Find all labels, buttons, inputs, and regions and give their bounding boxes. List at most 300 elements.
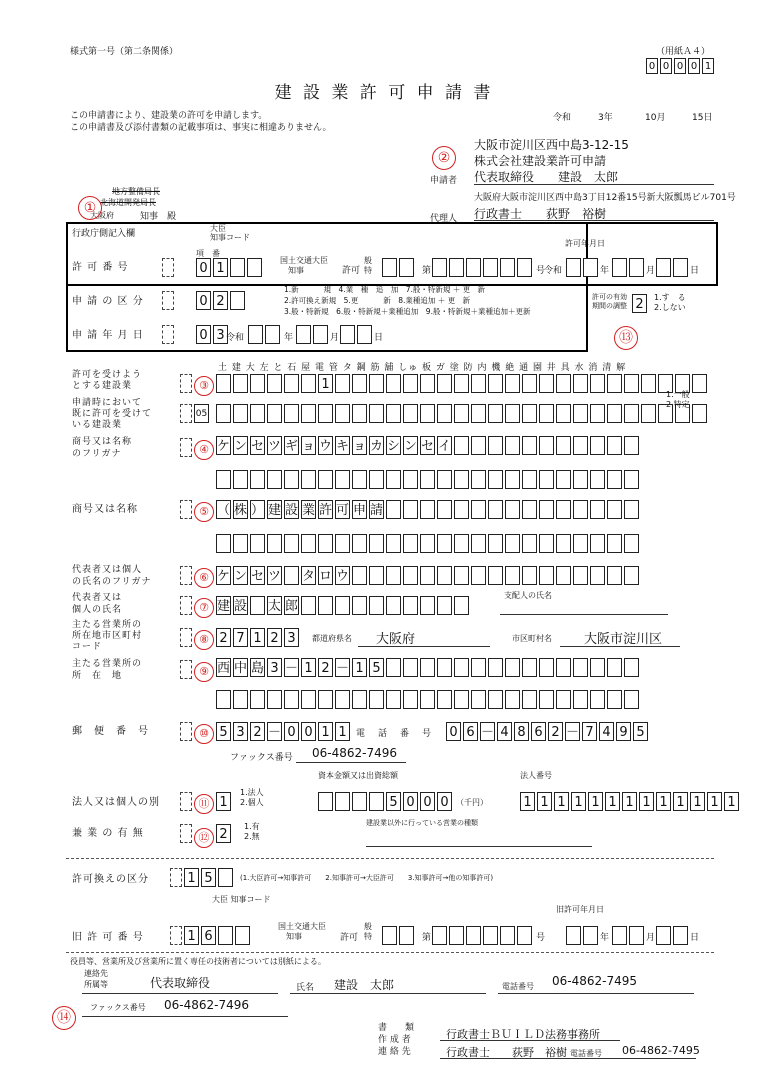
company-name-cell[interactable]: 業 [301, 500, 316, 519]
address-cell[interactable] [250, 690, 265, 709]
company-name-cell[interactable] [522, 534, 537, 553]
city-code-cell[interactable]: 1 [250, 628, 265, 647]
company-name-cell[interactable] [539, 500, 554, 519]
furigana-cell[interactable] [624, 470, 639, 489]
permit-number-cell[interactable] [517, 258, 532, 277]
company-name-cell[interactable] [403, 500, 418, 519]
capital-cell[interactable]: 0 [420, 792, 435, 811]
trade-cell[interactable] [403, 374, 418, 393]
furigana-cell[interactable]: ギ [284, 436, 299, 455]
address-cell[interactable] [624, 658, 639, 677]
trade-cell[interactable] [267, 374, 282, 393]
trade-cell[interactable] [641, 404, 656, 423]
trade-cell[interactable] [437, 404, 452, 423]
furigana-cell[interactable] [607, 436, 622, 455]
rep-kana-cell[interactable] [590, 566, 605, 585]
trade-cell[interactable] [233, 374, 248, 393]
address-cell[interactable]: 島 [250, 658, 265, 677]
postal-cell[interactable]: － [267, 722, 282, 741]
corp-number-cell[interactable]: 1 [605, 792, 620, 811]
company-name-cell[interactable] [522, 500, 537, 519]
address-cell[interactable] [437, 690, 452, 709]
company-name-cell[interactable] [590, 534, 605, 553]
address-cell[interactable] [267, 690, 282, 709]
address-cell[interactable] [505, 690, 520, 709]
furigana-cell[interactable] [556, 470, 571, 489]
trade-cell[interactable] [369, 404, 384, 423]
address-cell[interactable] [318, 690, 333, 709]
furigana-cell[interactable] [454, 436, 469, 455]
corp-number-cell[interactable]: 1 [639, 792, 654, 811]
capital-cell[interactable]: 5 [386, 792, 401, 811]
permit-number-cell[interactable] [483, 258, 498, 277]
date-cell[interactable] [357, 325, 372, 344]
date-cell[interactable] [673, 258, 688, 277]
permit-number-cell[interactable] [432, 926, 447, 945]
trade-cell[interactable] [267, 404, 282, 423]
furigana-cell[interactable] [488, 470, 503, 489]
address-cell[interactable] [624, 690, 639, 709]
trade-cell[interactable] [386, 374, 401, 393]
furigana-cell[interactable] [318, 470, 333, 489]
company-name-cell[interactable] [386, 500, 401, 519]
rep-kana-cell[interactable]: ツ [267, 566, 282, 585]
furigana-cell[interactable] [284, 470, 299, 489]
company-name-cell[interactable] [301, 534, 316, 553]
date-cell[interactable] [566, 926, 581, 945]
rep-kana-cell[interactable] [539, 566, 554, 585]
furigana-cell[interactable] [590, 470, 605, 489]
corp-number-cell[interactable]: 1 [588, 792, 603, 811]
furigana-cell[interactable] [369, 470, 384, 489]
company-name-cell[interactable] [556, 534, 571, 553]
trade-cell[interactable] [556, 374, 571, 393]
furigana-cell[interactable]: セ [250, 436, 265, 455]
trade-cell[interactable] [505, 374, 520, 393]
rep-name-cell[interactable]: 建 [216, 596, 231, 615]
permit-type-cell[interactable] [399, 926, 414, 945]
corp-number-cell[interactable]: 1 [537, 792, 552, 811]
trade-cell[interactable] [301, 404, 316, 423]
trade-cell[interactable] [369, 374, 384, 393]
trade-cell[interactable] [352, 404, 367, 423]
furigana-cell[interactable] [607, 470, 622, 489]
rep-kana-cell[interactable] [573, 566, 588, 585]
city-code-cell[interactable]: 2 [267, 628, 282, 647]
trade-cell[interactable] [335, 374, 350, 393]
capital-cell[interactable]: 0 [437, 792, 452, 811]
furigana-cell[interactable] [403, 470, 418, 489]
trade-cell[interactable] [692, 404, 707, 423]
trade-cell[interactable] [403, 404, 418, 423]
company-name-cell[interactable] [352, 534, 367, 553]
furigana-cell[interactable] [505, 436, 520, 455]
address-cell[interactable]: 1 [301, 658, 316, 677]
permit-number-cell[interactable] [500, 258, 515, 277]
tel-cell[interactable]: － [480, 722, 495, 741]
company-name-cell[interactable] [556, 500, 571, 519]
company-name-cell[interactable]: 設 [284, 500, 299, 519]
trade-cell[interactable] [301, 374, 316, 393]
furigana-cell[interactable]: ケ [216, 436, 231, 455]
rep-kana-cell[interactable] [369, 566, 384, 585]
company-name-cell[interactable] [267, 534, 282, 553]
trade-cell[interactable] [556, 404, 571, 423]
rep-kana-cell[interactable] [607, 566, 622, 585]
furigana-cell[interactable] [624, 436, 639, 455]
tel-cell[interactable]: 0 [446, 722, 461, 741]
company-name-cell[interactable]: 許 [318, 500, 333, 519]
address-cell[interactable]: 西 [216, 658, 231, 677]
furigana-cell[interactable] [573, 436, 588, 455]
trade-cell[interactable] [624, 404, 639, 423]
address-cell[interactable] [522, 690, 537, 709]
company-name-cell[interactable]: ） [250, 500, 265, 519]
company-name-cell[interactable]: 可 [335, 500, 350, 519]
company-name-cell[interactable] [386, 534, 401, 553]
company-name-cell[interactable] [539, 534, 554, 553]
trade-cell[interactable] [590, 404, 605, 423]
trade-cell[interactable] [522, 404, 537, 423]
postal-cell[interactable]: 1 [335, 722, 350, 741]
rep-kana-cell[interactable]: ウ [335, 566, 350, 585]
trade-cell[interactable] [505, 404, 520, 423]
capital-cell[interactable] [335, 792, 350, 811]
date-cell[interactable] [248, 325, 263, 344]
permit-number-cell[interactable] [466, 926, 481, 945]
company-name-cell[interactable] [420, 500, 435, 519]
date-cell[interactable] [612, 926, 627, 945]
address-cell[interactable] [369, 690, 384, 709]
company-name-cell[interactable] [488, 500, 503, 519]
company-name-cell[interactable] [471, 534, 486, 553]
capital-cell[interactable] [318, 792, 333, 811]
furigana-cell[interactable] [522, 436, 537, 455]
corp-number-cell[interactable]: 1 [520, 792, 535, 811]
rep-name-cell[interactable] [301, 596, 316, 615]
trade-cell[interactable] [471, 404, 486, 423]
address-cell[interactable] [216, 690, 231, 709]
rep-kana-cell[interactable] [437, 566, 452, 585]
rep-name-cell[interactable] [454, 596, 469, 615]
capital-cell[interactable]: 0 [403, 792, 418, 811]
trade-cell[interactable] [471, 374, 486, 393]
address-cell[interactable] [539, 690, 554, 709]
trade-cell[interactable] [420, 374, 435, 393]
trade-cell[interactable] [233, 404, 248, 423]
furigana-cell[interactable] [488, 436, 503, 455]
trade-cell[interactable] [284, 404, 299, 423]
address-cell[interactable]: － [335, 658, 350, 677]
address-cell[interactable] [403, 658, 418, 677]
address-cell[interactable] [488, 690, 503, 709]
company-name-cell[interactable] [471, 500, 486, 519]
company-name-cell[interactable]: 株 [233, 500, 248, 519]
company-name-cell[interactable] [216, 534, 231, 553]
address-cell[interactable]: 5 [369, 658, 384, 677]
company-name-cell[interactable] [318, 534, 333, 553]
rep-kana-cell[interactable] [522, 566, 537, 585]
gov-code-cell[interactable] [247, 258, 262, 277]
address-cell[interactable] [556, 658, 571, 677]
gov-code-cell[interactable] [218, 926, 233, 945]
postal-cell[interactable]: 3 [233, 722, 248, 741]
company-name-cell[interactable] [590, 500, 605, 519]
trade-cell[interactable] [386, 404, 401, 423]
address-cell[interactable] [539, 658, 554, 677]
tel-cell[interactable]: 8 [514, 722, 529, 741]
address-cell[interactable] [233, 690, 248, 709]
address-cell[interactable] [471, 690, 486, 709]
tel-cell[interactable]: 5 [633, 722, 648, 741]
company-name-cell[interactable]: 請 [369, 500, 384, 519]
furigana-cell[interactable] [573, 470, 588, 489]
company-name-cell[interactable] [573, 500, 588, 519]
address-cell[interactable] [386, 658, 401, 677]
furigana-cell[interactable]: ョ [352, 436, 367, 455]
trade-cell[interactable] [522, 374, 537, 393]
company-name-cell[interactable] [233, 534, 248, 553]
address-cell[interactable] [590, 658, 605, 677]
address-cell[interactable] [522, 658, 537, 677]
trade-cell[interactable] [454, 404, 469, 423]
furigana-cell[interactable]: カ [369, 436, 384, 455]
rep-name-cell[interactable] [318, 596, 333, 615]
trade-cell[interactable] [641, 374, 656, 393]
trade-cell[interactable] [573, 404, 588, 423]
company-name-cell[interactable] [505, 534, 520, 553]
address-cell[interactable]: － [284, 658, 299, 677]
rep-kana-cell[interactable] [505, 566, 520, 585]
company-name-cell[interactable] [369, 534, 384, 553]
furigana-cell[interactable] [386, 470, 401, 489]
tel-cell[interactable]: 4 [497, 722, 512, 741]
address-cell[interactable]: 1 [352, 658, 367, 677]
address-cell[interactable] [335, 690, 350, 709]
tel-cell[interactable]: 6 [531, 722, 546, 741]
permit-number-cell[interactable] [517, 926, 532, 945]
furigana-cell[interactable] [539, 470, 554, 489]
trade-cell[interactable] [488, 374, 503, 393]
rep-kana-cell[interactable] [471, 566, 486, 585]
trade-cell[interactable] [352, 374, 367, 393]
postal-cell[interactable]: 2 [250, 722, 265, 741]
company-name-cell[interactable] [573, 534, 588, 553]
date-cell[interactable] [629, 258, 644, 277]
trade-cell[interactable] [590, 374, 605, 393]
trade-cell[interactable] [250, 374, 265, 393]
address-cell[interactable] [607, 690, 622, 709]
address-cell[interactable] [590, 690, 605, 709]
address-cell[interactable]: 2 [318, 658, 333, 677]
furigana-cell[interactable] [267, 470, 282, 489]
corp-number-cell[interactable]: 1 [690, 792, 705, 811]
furigana-cell[interactable] [539, 436, 554, 455]
furigana-cell[interactable] [471, 436, 486, 455]
trade-cell[interactable]: 1 [318, 374, 333, 393]
corp-number-cell[interactable]: 1 [571, 792, 586, 811]
rep-name-cell[interactable] [250, 596, 265, 615]
address-cell[interactable] [573, 658, 588, 677]
tel-cell[interactable]: － [565, 722, 580, 741]
furigana-cell[interactable] [301, 470, 316, 489]
side-business-cell[interactable]: 2 [216, 824, 231, 843]
address-cell[interactable] [471, 658, 486, 677]
date-cell[interactable] [612, 258, 627, 277]
address-cell[interactable] [301, 690, 316, 709]
rep-kana-cell[interactable] [352, 566, 367, 585]
furigana-cell[interactable]: セ [420, 436, 435, 455]
permit-type-cell[interactable] [382, 258, 397, 277]
rep-name-cell[interactable] [386, 596, 401, 615]
city-code-cell[interactable]: 2 [216, 628, 231, 647]
permit-number-cell[interactable] [483, 926, 498, 945]
company-name-cell[interactable] [284, 534, 299, 553]
company-name-cell[interactable] [250, 534, 265, 553]
trade-cell[interactable] [284, 374, 299, 393]
corp-number-cell[interactable]: 1 [724, 792, 739, 811]
address-cell[interactable] [437, 658, 452, 677]
tel-cell[interactable]: 7 [582, 722, 597, 741]
tel-cell[interactable]: 2 [548, 722, 563, 741]
rep-kana-cell[interactable] [420, 566, 435, 585]
rep-kana-cell[interactable] [624, 566, 639, 585]
furigana-cell[interactable] [335, 470, 350, 489]
permit-number-cell[interactable] [449, 926, 464, 945]
trade-cell[interactable] [420, 404, 435, 423]
company-name-cell[interactable]: 建 [267, 500, 282, 519]
address-cell[interactable] [556, 690, 571, 709]
rep-kana-cell[interactable] [284, 566, 299, 585]
trade-cell[interactable] [437, 374, 452, 393]
corp-number-cell[interactable]: 1 [554, 792, 569, 811]
address-cell[interactable] [573, 690, 588, 709]
rep-kana-cell[interactable]: ン [233, 566, 248, 585]
company-name-cell[interactable] [607, 534, 622, 553]
rep-name-cell[interactable] [403, 596, 418, 615]
address-cell[interactable] [505, 658, 520, 677]
rep-kana-cell[interactable] [454, 566, 469, 585]
trade-cell[interactable] [216, 404, 231, 423]
furigana-cell[interactable] [522, 470, 537, 489]
address-cell[interactable]: 中 [233, 658, 248, 677]
furigana-cell[interactable] [233, 470, 248, 489]
furigana-cell[interactable] [437, 470, 452, 489]
company-name-cell[interactable]: 申 [352, 500, 367, 519]
permit-type-cell[interactable] [382, 926, 397, 945]
trade-cell[interactable] [539, 404, 554, 423]
trade-cell[interactable] [216, 374, 231, 393]
permit-number-cell[interactable] [432, 258, 447, 277]
date-cell[interactable] [583, 926, 598, 945]
date-cell[interactable] [629, 926, 644, 945]
address-cell[interactable] [488, 658, 503, 677]
rep-kana-cell[interactable] [556, 566, 571, 585]
rep-kana-cell[interactable] [488, 566, 503, 585]
furigana-cell[interactable] [556, 436, 571, 455]
address-cell[interactable] [352, 690, 367, 709]
corp-number-cell[interactable]: 1 [707, 792, 722, 811]
address-cell[interactable] [403, 690, 418, 709]
rep-kana-cell[interactable]: ケ [216, 566, 231, 585]
furigana-cell[interactable] [590, 436, 605, 455]
capital-cell[interactable] [352, 792, 367, 811]
furigana-cell[interactable] [471, 470, 486, 489]
postal-cell[interactable]: 5 [216, 722, 231, 741]
rep-kana-cell[interactable]: ロ [318, 566, 333, 585]
trade-cell[interactable] [454, 374, 469, 393]
corp-number-cell[interactable]: 1 [673, 792, 688, 811]
company-name-cell[interactable] [624, 534, 639, 553]
furigana-cell[interactable] [250, 470, 265, 489]
rep-name-cell[interactable] [437, 596, 452, 615]
tel-cell[interactable]: 6 [463, 722, 478, 741]
address-cell[interactable] [607, 658, 622, 677]
date-cell[interactable] [656, 926, 671, 945]
date-cell[interactable] [566, 258, 581, 277]
rep-name-cell[interactable]: 設 [233, 596, 248, 615]
date-cell[interactable] [313, 325, 328, 344]
rep-name-cell[interactable] [352, 596, 367, 615]
rep-name-cell[interactable]: 郎 [284, 596, 299, 615]
corp-number-cell[interactable]: 1 [622, 792, 637, 811]
date-cell[interactable] [583, 258, 598, 277]
trade-cell[interactable] [607, 374, 622, 393]
address-cell[interactable]: 3 [267, 658, 282, 677]
furigana-cell[interactable]: ン [233, 436, 248, 455]
permit-number-cell[interactable] [500, 926, 515, 945]
gov-code-cell[interactable] [230, 258, 245, 277]
rep-kana-cell[interactable]: タ [301, 566, 316, 585]
gov-code-cell[interactable] [235, 926, 250, 945]
rep-name-cell[interactable]: 太 [267, 596, 282, 615]
trade-cell[interactable] [607, 404, 622, 423]
company-name-cell[interactable] [607, 500, 622, 519]
postal-cell[interactable]: 0 [301, 722, 316, 741]
application-type-cell[interactable] [230, 291, 245, 310]
address-cell[interactable] [420, 690, 435, 709]
address-cell[interactable] [386, 690, 401, 709]
validity-adjust-cell[interactable]: 2 [632, 294, 647, 313]
company-name-cell[interactable] [335, 534, 350, 553]
trade-cell[interactable] [318, 404, 333, 423]
company-name-cell[interactable] [624, 500, 639, 519]
furigana-cell[interactable] [420, 470, 435, 489]
postal-cell[interactable]: 0 [284, 722, 299, 741]
trade-cell[interactable] [488, 404, 503, 423]
trade-cell[interactable] [624, 374, 639, 393]
permit-number-cell[interactable] [466, 258, 481, 277]
rep-kana-cell[interactable]: セ [250, 566, 265, 585]
address-cell[interactable] [284, 690, 299, 709]
date-cell[interactable] [340, 325, 355, 344]
furigana-cell[interactable]: ツ [267, 436, 282, 455]
trade-cell[interactable] [573, 374, 588, 393]
trade-cell[interactable] [539, 374, 554, 393]
furigana-cell[interactable] [505, 470, 520, 489]
company-name-cell[interactable] [488, 534, 503, 553]
rep-name-cell[interactable] [420, 596, 435, 615]
company-name-cell[interactable] [454, 500, 469, 519]
company-name-cell[interactable] [403, 534, 418, 553]
furigana-cell[interactable]: ョ [301, 436, 316, 455]
permit-type-cell[interactable] [399, 258, 414, 277]
trade-cell[interactable] [335, 404, 350, 423]
company-name-cell[interactable] [437, 500, 452, 519]
furigana-cell[interactable]: キ [335, 436, 350, 455]
date-cell[interactable] [656, 258, 671, 277]
permit-number-cell[interactable] [449, 258, 464, 277]
